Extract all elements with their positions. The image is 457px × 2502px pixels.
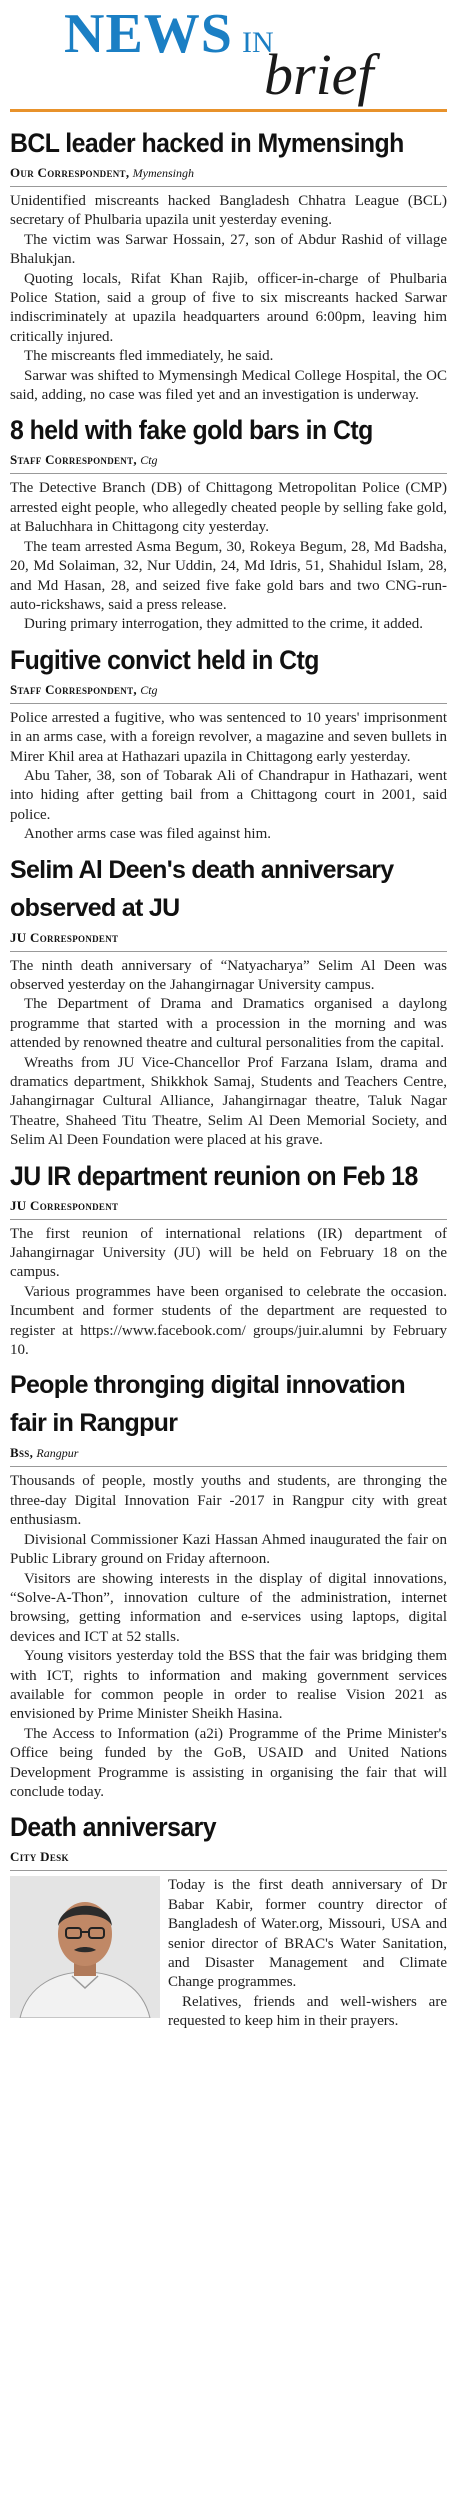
paragraph: The Department of Drama and Dramatics organised a daylong programme that started with a procession in the morning and was attended by renowned theatre and cultural personalities from the capital. bbox=[10, 996, 447, 1052]
headline: People thronging digital innovation fair in Rangpur bbox=[10, 1371, 405, 1438]
paragraph: Divisional Commissioner Kazi Hassan Ahmed inaugurated the fair on Public Library ground on Friday afternoon. bbox=[10, 1531, 447, 1568]
portrait-photo bbox=[10, 1876, 160, 2018]
byline-author: JU Correspondent bbox=[10, 1197, 119, 1213]
divider bbox=[10, 473, 447, 474]
paragraph: The victim was Sarwar Hossain, 27, son of Abdur Rashid of village Bhalukjan. bbox=[10, 231, 447, 268]
paragraph: Police arrested a fugitive, who was sentenced to 10 years' imprisonment in an arms case, with a foreign revolver, a magazine and seven bullets in Mirer Khil area at Hathazari upazila in Chittagong early yesterday. bbox=[10, 709, 447, 765]
byline bbox=[10, 1444, 447, 1462]
masthead-in: IN bbox=[242, 26, 274, 59]
divider bbox=[10, 1466, 447, 1467]
paragraph: Sarwar was shifted to Mymensingh Medical College Hospital, the OC said, adding, no case was filed yet and an investigation is underway. bbox=[10, 367, 447, 404]
headline: JU IR department reunion on Feb 18 bbox=[10, 1160, 418, 1191]
byline bbox=[10, 1197, 447, 1215]
byline-author: Staff Correspondent, bbox=[10, 681, 137, 697]
paragraph: The first reunion of international relations (IR) department of Jahangirnagar University (JU) will be held on February 18 on the campus. bbox=[10, 1225, 447, 1281]
portrait-icon bbox=[10, 1876, 160, 2018]
headline: Selim Al Deen's death anniversary observed at JU bbox=[10, 855, 394, 922]
paragraph: Another arms case was filed against him. bbox=[24, 826, 272, 843]
masthead-brief: brief bbox=[264, 42, 374, 107]
paragraph: Wreaths from JU Vice-Chancellor Prof Farzana Islam, drama and dramatics department, Shikkhok Samaj, Students and Teachers Centre, Jahangirnagar Cultural Alliance, Jahangirnagar theatre, Taluk Nagar Theatre, Shaheed Titu Theatre, Selim Al Deen Memorial Society, and Selim Al Deen Foundation were placed at his grave. bbox=[10, 1054, 447, 1149]
byline-place: Ctg bbox=[140, 453, 158, 468]
paragraph: Visitors are showing interests in the display of digital innovations, “Solve-A-Thon”, innovation culture of the administration, internet browsing, getting information and e-services using laptops, digital devices and ICT at 52 stalls. bbox=[10, 1570, 447, 1645]
paragraph: Young visitors yesterday told the BSS that the fair was bridging them with ICT, rights to information and making government services available for common people in order to realise Vision 2021 as envisioned by Prime Minister Sheikh Hasina. bbox=[10, 1648, 447, 1723]
byline-place: Rangpur bbox=[36, 1446, 79, 1461]
story-digital-innovation-fair bbox=[10, 1366, 447, 1802]
byline bbox=[10, 929, 447, 947]
byline bbox=[10, 451, 447, 469]
story-selim-al-deen bbox=[10, 851, 447, 1151]
masthead-rule bbox=[10, 109, 447, 112]
paragraph: Unidentified miscreants hacked Bangladesh Chhatra League (BCL) secretary of Phulbaria upazila unit yesterday evening. bbox=[10, 193, 447, 229]
byline bbox=[10, 164, 447, 182]
headline: Death anniversary bbox=[10, 1812, 217, 1843]
divider bbox=[10, 186, 447, 187]
story-bcl-leader bbox=[10, 124, 447, 405]
byline bbox=[10, 1848, 447, 1866]
paragraph: Today is the first death anniversary of Dr Babar Kabir, former country director of Bangladesh of Water.org, Missouri, USA and senior director of BRAC's Water Sanitation, and Disaster Management and Climate Change programmes. bbox=[168, 1877, 447, 1991]
paragraph: Relatives, friends and well-wishers are requested to keep him in their prayers. bbox=[168, 1993, 447, 2030]
story-ju-ir-reunion bbox=[10, 1157, 447, 1361]
headline: 8 held with fake gold bars in Ctg bbox=[10, 415, 373, 446]
story-body bbox=[10, 957, 447, 1151]
paragraph: Quoting locals, Rifat Khan Rajib, officer-in-charge of Phulbaria Police Station, said a group of five to six miscreants hacked Sarwar indiscriminately at upazila headquarters around 6:00pm, leaving him critically injured. bbox=[10, 270, 447, 345]
byline-author: Our Correspondent, bbox=[10, 165, 130, 180]
paragraph: The ninth death anniversary of “Natyacharya” Selim Al Deen was observed yesterday on the Jahangirnagar University campus. bbox=[10, 957, 447, 993]
byline-author: Staff Correspondent, bbox=[10, 452, 137, 468]
paragraph: The team arrested Asma Begum, 30, Rokeya Begum, 28, Md Badsha, 20, Md Solaiman, 32, Nur Uddin, 24, Md Idris, 51, Shahidul Islam, 28, and Md Hasan, 28, and seized five fake gold bars and two CNG-run-auto-rickshaws, said a press release. bbox=[10, 538, 447, 613]
byline-place: Ctg bbox=[140, 682, 158, 697]
story-death-anniversary bbox=[10, 1808, 447, 2031]
paragraph: Abu Taher, 38, son of Tobarak Ali of Chandrapur in Hathazari, went into hiding after getting bail from a Chittagong court in 2001, said police. bbox=[10, 767, 447, 823]
paragraph: Thousands of people, mostly youths and students, are thronging the three-day Digital Innovation Fair -2017 in Rangpur city with great enthusiasm. bbox=[10, 1473, 447, 1529]
byline-author: Bss, bbox=[10, 1445, 34, 1461]
byline-place: Mymensingh bbox=[132, 166, 194, 180]
headline: BCL leader hacked in Mymensingh bbox=[10, 128, 404, 158]
headline: Fugitive convict held in Ctg bbox=[10, 644, 319, 675]
story-body bbox=[10, 1472, 447, 1802]
story-body bbox=[10, 709, 447, 845]
divider bbox=[10, 951, 447, 952]
byline bbox=[10, 681, 447, 699]
story-fugitive-convict bbox=[10, 641, 447, 845]
story-body bbox=[10, 192, 447, 405]
divider bbox=[10, 703, 447, 704]
paragraph: The Detective Branch (DB) of Chittagong Metropolitan Police (CMP) arrested eight people, who allegedly cheated people by selling fake gold, at Baluchhara in Chittagong city yesterday. bbox=[10, 480, 447, 536]
paragraph: Various programmes have been organised to celebrate the occasion. Incumbent and former students of the department are requested to register at https://www.facebook.com/ groups/juir.alumni by February 10. bbox=[10, 1283, 447, 1359]
masthead bbox=[10, 0, 447, 118]
death-anniversary-body bbox=[10, 1876, 447, 2031]
byline-author: JU Correspondent bbox=[10, 929, 119, 945]
byline-author: City Desk bbox=[10, 1849, 69, 1865]
paragraph: The Access to Information (a2i) Programme of the Prime Minister's Office being funded by the GoB, USAID and United Nations Development Programme is assisting in organising the fair that will conclude today. bbox=[10, 1725, 447, 1800]
divider bbox=[10, 1219, 447, 1220]
story-fake-gold-bars bbox=[10, 411, 447, 634]
paragraph: The miscreants fled immediately, he said. bbox=[24, 348, 274, 365]
masthead-news: NEWS bbox=[64, 3, 233, 65]
divider bbox=[10, 1870, 447, 1871]
story-body bbox=[10, 1225, 447, 1361]
story-body bbox=[10, 479, 447, 634]
paragraph: During primary interrogation, they admitted to the crime, it added. bbox=[24, 616, 424, 633]
